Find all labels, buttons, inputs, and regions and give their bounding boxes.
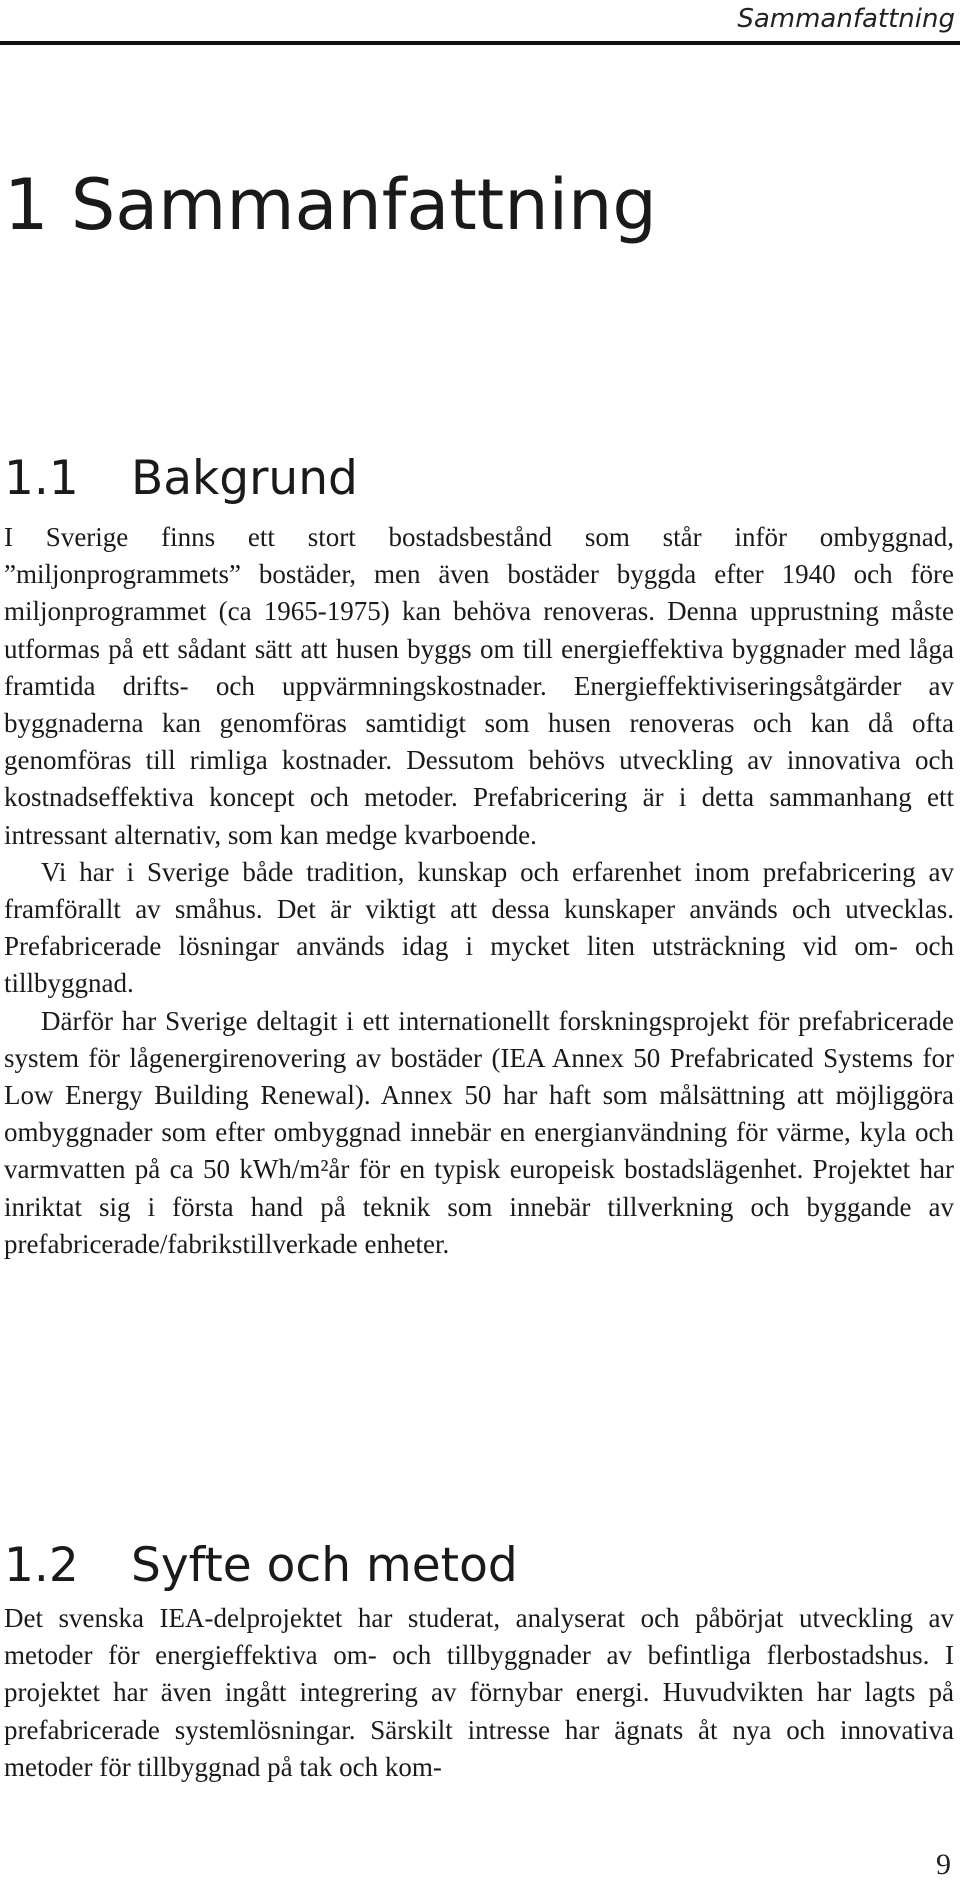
section-title-text: Bakgrund <box>131 451 358 506</box>
paragraph: Därför har Sverige deltagit i ett internationellt forskningsprojekt för prefabricerade system för lågenergirenovering av bostäder (IEA Annex 50 Prefabricated Systems for Low Energy Building Renewal). Annex 50 har haft som målsättning att möjliggöra ombyggnader som efter ombyggnad innebär en energianvändning för värme, kyla och varmvatten på ca 50 kWh/m²år för en typisk europeisk bostadslägenhet. Projektet har inriktat sig i första hand på teknik som innebär tillverkning och byggande av prefabricerade/fabrikstillverkade enheter. <box>4 1005 954 1259</box>
section-body-syfte-och-metod <box>4 1600 954 1786</box>
header-rule <box>0 41 960 45</box>
running-header: Sammanfattning <box>737 4 955 34</box>
page-number: 9 <box>936 1848 951 1881</box>
section-title-syfte-och-metod <box>4 1538 518 1594</box>
section-body-bakgrund <box>4 519 954 1263</box>
chapter-title <box>4 165 657 245</box>
paragraph: Det svenska IEA-delprojektet har studerat, analyserat och påbörjat utveckling av metoder för energieffektiva om- och tillbyggnader av befintliga flerbostadshus. I projektet har även ingått integrering av förnybar energi. Huvudvikten har lagts på prefabricerade systemlösningar. Särskilt intresse har ägnats åt nya och innovativa metoder för tillbyggnad på tak och kom- <box>4 1603 954 1782</box>
section-number: 1.1 <box>4 451 79 506</box>
section-title-text: Syfte och metod <box>131 1538 518 1593</box>
paragraph: I Sverige finns ett stort bostadsbestånd som står inför ombyggnad, ”miljonprogrammets” bostäder, men även bostäder byggda efter 1940 och före miljonprogrammet (ca 1965-1975) kan behöva renoveras. Denna upprustning måste utformas på ett sådant sätt att husen byggs om till energieffektiva byggnader med låga framtida drifts- och uppvärmningskostnader. Energieffektiviseringsåtgärder av byggnaderna kan genomföras samtidigt som husen renoveras och kan då ofta genomföras till rimliga kostnader. Dessutom behövs utveckling av innovativa och kostnadseffektiva koncept och metoder. Prefabricering är i detta sammanhang ett intressant alternativ, som kan medge kvarboende. <box>4 522 954 850</box>
paragraph: Vi har i Sverige både tradition, kunskap och erfarenhet inom prefabricering av framförallt av småhus. Det är viktigt att dessa kunskaper används och utvecklas. Prefabricerade lösningar används idag i mycket liten utsträckning vid om- och tillbyggnad. <box>4 856 954 999</box>
section-number: 1.2 <box>4 1538 79 1593</box>
section-title-bakgrund <box>4 451 358 507</box>
chapter-number: 1 <box>4 164 49 246</box>
chapter-title-text: Sammanfattning <box>70 164 657 246</box>
